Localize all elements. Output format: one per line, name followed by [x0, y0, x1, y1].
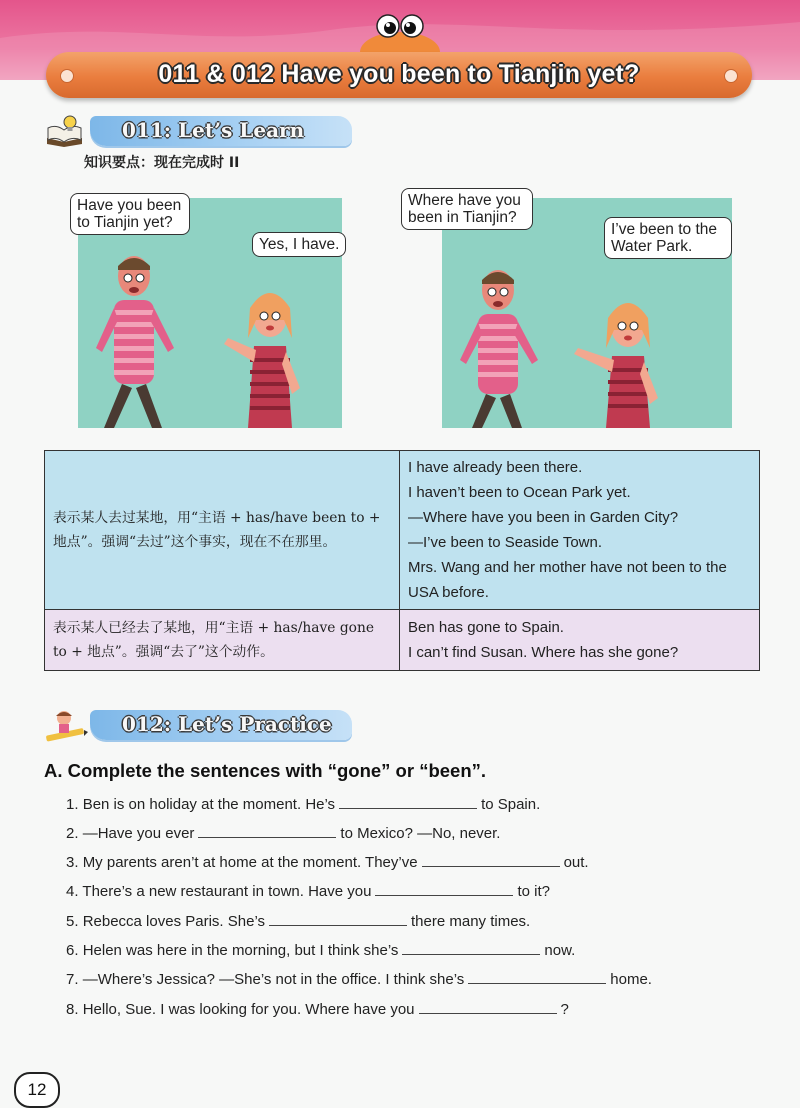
question-text: Hello, Sue. I was looking for you. Where have you [82, 1001, 415, 1018]
examples-cell [400, 610, 760, 671]
question-number: 6. [66, 942, 79, 959]
table-row [45, 610, 760, 671]
example-line: Ben has gone to Spain. [408, 619, 564, 636]
question-item [66, 969, 652, 988]
pencil-girl-icon [44, 708, 88, 744]
question-text: Ben is on holiday at the moment. He’s [82, 796, 336, 813]
learn-section-heading [44, 112, 374, 152]
answer-blank[interactable] [269, 911, 407, 926]
question-number: 3. [66, 854, 79, 871]
question-text: There’s a new restaurant in town. Have you [82, 883, 372, 900]
question-text: My parents aren’t at home at the moment. They’ve [82, 854, 418, 871]
question-number: 5. [66, 913, 79, 930]
speech-bubble-answer-right [604, 217, 732, 259]
mascot-icon [352, 6, 448, 58]
speech-bubble-answer-left [252, 232, 346, 257]
question-text: ? [560, 1001, 569, 1018]
book-lightbulb-icon [44, 114, 86, 148]
question-item [66, 999, 569, 1018]
question-text: to it? [517, 883, 550, 900]
example-line: I haven’t been to Ocean Park yet. [408, 484, 631, 501]
practice-heading-label: 012: Let’s Practice [122, 712, 332, 736]
exercise-instruction: A. Complete the sentences with “gone” or “been”. [44, 760, 487, 781]
question-number: 1. [66, 796, 79, 813]
question-number: 8. [66, 1001, 79, 1018]
bubble-text: Have you been to Tianjin yet? [77, 197, 182, 231]
question-text: home. [610, 971, 652, 988]
question-text: there many times. [411, 913, 531, 930]
question-item [66, 823, 500, 842]
question-text: to Mexico? —No, never. [340, 825, 501, 842]
question-text: now. [544, 942, 576, 959]
bubble-text: Yes, I have. [259, 236, 340, 253]
question-item [66, 881, 550, 900]
answer-blank[interactable] [468, 969, 606, 984]
question-item [66, 940, 575, 959]
question-text: Helen was here in the morning, but I think she’s [82, 942, 399, 959]
example-line: I can’t find Susan. Where has she gone? [408, 644, 679, 661]
answer-blank[interactable] [422, 852, 560, 867]
question-number: 7. [66, 971, 79, 988]
answer-blank[interactable] [419, 999, 557, 1014]
example-line: —Where have you been in Garden City? [408, 509, 679, 526]
answer-blank[interactable] [375, 881, 513, 896]
question-text: —Have you ever [82, 825, 195, 842]
rule-cell: 表示某人已经去了某地，用“主语 + has/have gone to + 地点”。强调“去了”这个动作。 [45, 610, 400, 671]
answer-blank[interactable] [402, 940, 540, 955]
page-number: 12 [14, 1072, 60, 1108]
examples-cell [400, 451, 760, 610]
page-title: 011 & 012 Have you been to Tianjin yet? [158, 60, 640, 88]
question-item [66, 911, 530, 930]
bubble-text: Where have you been in Tianjin? [408, 192, 521, 226]
title-banner [46, 52, 752, 98]
question-number: 2. [66, 825, 79, 842]
question-number: 4. [66, 883, 79, 900]
answer-blank[interactable] [339, 794, 477, 809]
speech-bubble-question-left [70, 193, 190, 235]
grammar-table [44, 450, 760, 671]
learn-heading-label: 011: Let’s Learn [122, 118, 305, 142]
table-row [45, 451, 760, 610]
example-line: —I’ve been to Seaside Town. [408, 534, 603, 551]
question-text: —Where’s Jessica? —She’s not in the office. I think she’s [82, 971, 465, 988]
question-text: Rebecca loves Paris. She’s [82, 913, 266, 930]
question-text: to Spain. [481, 796, 541, 813]
practice-section-heading [44, 706, 374, 746]
speech-bubble-question-right [401, 188, 533, 230]
bubble-text: I’ve been to the Water Park. [611, 221, 717, 255]
answer-blank[interactable] [198, 823, 336, 838]
question-item [66, 794, 540, 813]
question-item [66, 852, 589, 871]
question-text: out. [563, 854, 589, 871]
example-line: Mrs. Wang and her mother have not been to the USA before. [408, 559, 727, 601]
example-line: I have already been there. [408, 459, 583, 476]
key-points: 知识要点：现在完成时 II [84, 155, 240, 171]
rule-cell: 表示某人去过某地，用“主语 + has/have been to + 地点”。强调“去过”这个事实，现在不在那里。 [45, 451, 400, 610]
